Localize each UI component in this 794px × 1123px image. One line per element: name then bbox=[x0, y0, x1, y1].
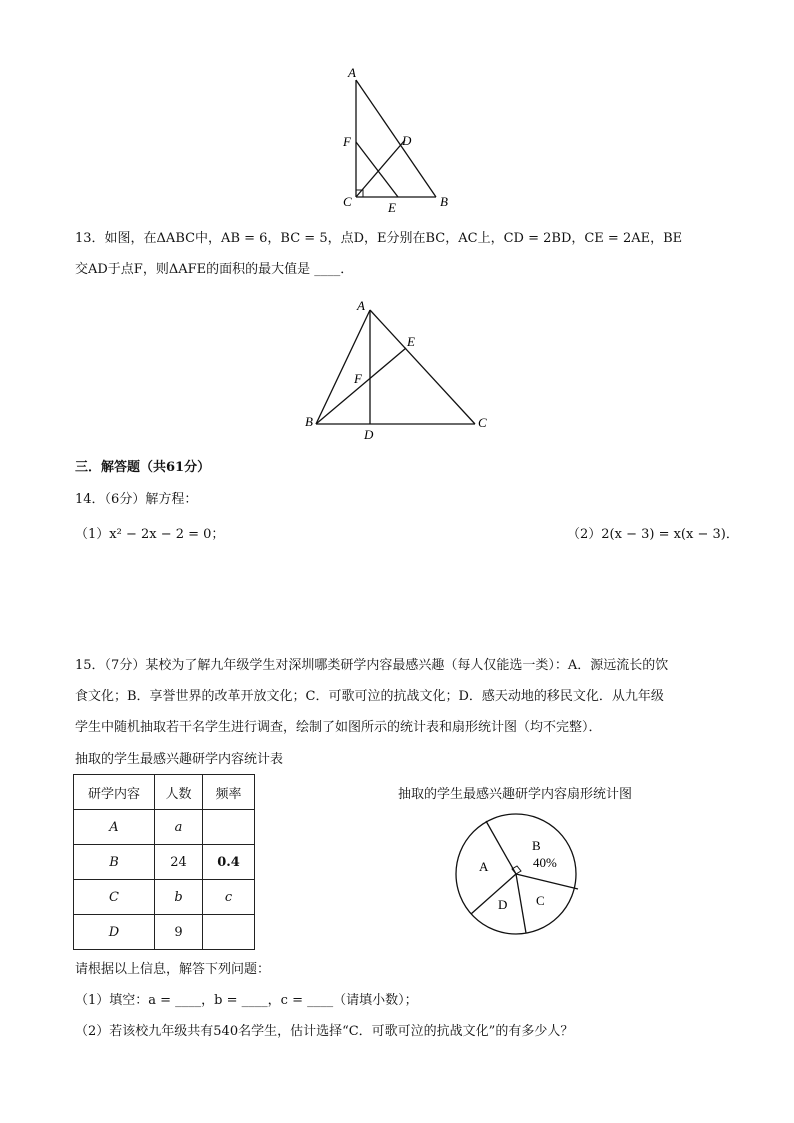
table-row bbox=[74, 810, 255, 845]
pie-title: 抽取的学生最感兴趣研学内容扇形统计图 bbox=[398, 787, 633, 802]
table-cell: 24 bbox=[155, 845, 203, 880]
q14-part1: （1）x² − 2x − 2 = 0； bbox=[75, 527, 225, 542]
stat-table bbox=[73, 774, 255, 950]
table-cell: 0.4 bbox=[203, 845, 255, 880]
table-cell: D bbox=[74, 915, 155, 950]
table-cell: c bbox=[203, 880, 255, 915]
q15-line3: 学生中随机抽取若干名学生进行调查，绘制了如图所示的统计表和扇形统计图（均不完整）． bbox=[75, 720, 602, 735]
table-cell bbox=[203, 810, 255, 845]
q14-stem: 14．（6分）解方程： bbox=[75, 492, 198, 507]
section-title: 三．解答题（共61分） bbox=[75, 460, 211, 475]
label-A: A bbox=[357, 298, 365, 313]
table-row bbox=[74, 915, 255, 950]
q14-part2: （2）2(x − 3) = x(x − 3)． bbox=[567, 527, 739, 542]
table-cell bbox=[203, 915, 255, 950]
table-title: 抽取的学生最感兴趣研学内容统计表 bbox=[75, 752, 284, 767]
q13-line1: 13．如图，在ΔABC中，AB = 6，BC = 5，点D，E分别在BC，AC上，CD = 2BD，CE = 2AE，BE bbox=[75, 231, 683, 246]
pie-chart bbox=[450, 810, 590, 940]
label-D: D bbox=[364, 427, 374, 442]
q15-sub1: （1）填空：a = ____，b = ____，c = ____（请填小数）； bbox=[75, 993, 418, 1008]
figure-right-triangle bbox=[330, 60, 460, 220]
table-cell: a bbox=[155, 810, 203, 845]
label-E: E bbox=[388, 200, 396, 215]
label-A: A bbox=[348, 65, 356, 80]
table-row bbox=[74, 880, 255, 915]
pie-label-C: C bbox=[536, 893, 545, 908]
pie-label-A: A bbox=[479, 859, 489, 874]
table-cell: B bbox=[74, 845, 155, 880]
table-cell: C bbox=[74, 880, 155, 915]
table-header-cell: 频率 bbox=[203, 775, 255, 810]
table-cell: b bbox=[155, 880, 203, 915]
table-row bbox=[74, 845, 255, 880]
label-D: D bbox=[402, 133, 412, 148]
q15-line2: 食文化；B．享誉世界的改革开放文化；C．可歌可泣的抗战文化；D．感天动地的移民文化．从九年级 bbox=[75, 689, 664, 704]
pie-label-B-percent: 40% bbox=[533, 855, 557, 870]
table-header-row bbox=[74, 775, 255, 810]
table-header-cell: 研学内容 bbox=[74, 775, 155, 810]
q13-line2: 交AD于点F，则ΔAFE的面积的最大值是 ____． bbox=[75, 262, 354, 277]
q15-sub2: （2）若该校九年级共有540名学生，估计选择“C．可歌可泣的抗战文化”的有多少人？ bbox=[75, 1024, 574, 1039]
figure-triangle-abc bbox=[300, 292, 500, 442]
q15-line1: 15．（7分）某校为了解九年级学生对深圳哪类研学内容最感兴趣（每人仅能选一类）：A．源远流长的饮 bbox=[75, 658, 669, 673]
pie-label-D: D bbox=[498, 897, 508, 912]
label-C: C bbox=[343, 194, 352, 209]
label-C: C bbox=[478, 415, 487, 430]
label-B: B bbox=[440, 194, 448, 209]
table-cell: 9 bbox=[155, 915, 203, 950]
label-E: E bbox=[407, 334, 415, 349]
label-F: F bbox=[343, 134, 351, 149]
label-B: B bbox=[305, 414, 313, 429]
q15-prompt: 请根据以上信息，解答下列问题： bbox=[75, 962, 271, 977]
label-F: F bbox=[354, 371, 362, 386]
pie-label-B: B bbox=[532, 838, 541, 853]
table-cell: A bbox=[74, 810, 155, 845]
table-header-cell: 人数 bbox=[155, 775, 203, 810]
